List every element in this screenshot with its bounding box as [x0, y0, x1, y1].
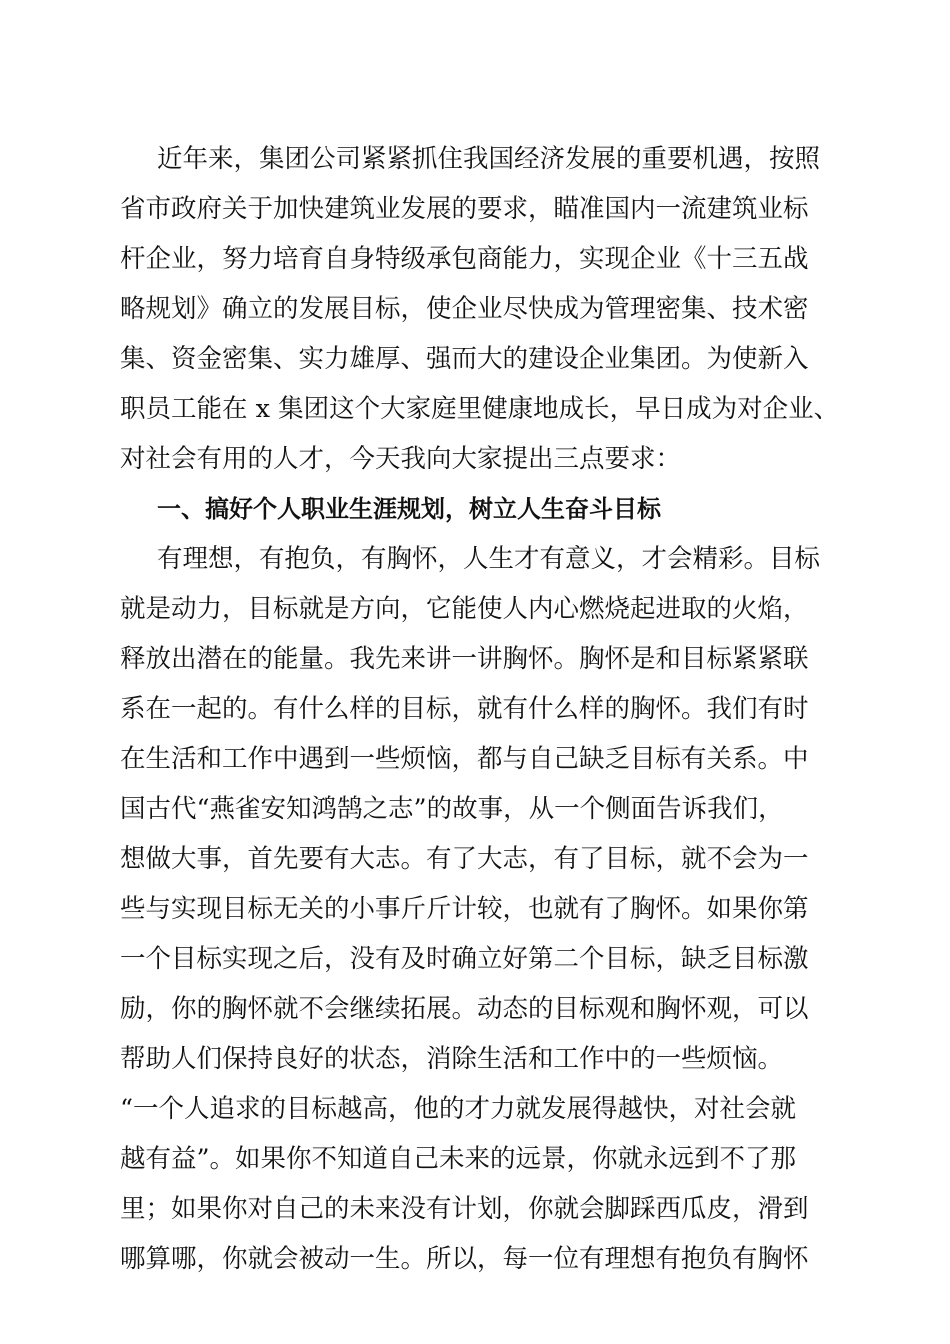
paragraph-1-line-2: 省市政府关于加快建筑业发展的要求，瞄准国内一流建筑业标	[120, 194, 809, 224]
paragraph-2-line-14: 里；如果你对自己的未来没有计划，你就会脚踩西瓜皮，滑到	[120, 1194, 809, 1224]
paragraph-2-line-13: 越有益”。如果你不知道自己未来的远景，你就永远到不了那	[120, 1144, 797, 1174]
paragraph-2-line-8: 些与实现目标无关的小事斤斤计较，也就有了胸怀。如果你第	[120, 894, 809, 924]
paragraph-2-line-5: 在生活和工作中遇到一些烦恼，都与自己缺乏目标有关系。中	[120, 744, 809, 774]
paragraph-1-line-4: 略规划》确立的发展目标，使企业尽快成为管理密集、技术密	[120, 294, 809, 324]
paragraph-2-line-15: 哪算哪，你就会被动一生。所以，每一位有理想有抱负有胸怀	[120, 1244, 809, 1274]
paragraph-1-line-1: 近年来，集团公司紧紧抓住我国经济发展的重要机遇，按照	[157, 144, 821, 174]
paragraph-1-line-3: 杆企业，努力培育自身特级承包商能力，实现企业《十三五战	[120, 244, 809, 274]
paragraph-2-line-9: 一个目标实现之后，没有及时确立好第二个目标，缺乏目标激	[120, 944, 809, 974]
paragraph-2-line-10: 励，你的胸怀就不会继续拓展。动态的目标观和胸怀观，可以	[120, 994, 809, 1024]
paragraph-2-line-7: 想做大事，首先要有大志。有了大志，有了目标，就不会为一	[120, 844, 809, 874]
paragraph-1-line-6: 职员工能在 x 集团这个大家庭里健康地成长，早日成为对企业、	[120, 394, 840, 424]
paragraph-2-line-11: 帮助人们保持良好的状态，消除生活和工作中的一些烦恼。	[120, 1044, 784, 1074]
paragraph-2-line-3: 释放出潜在的能量。我先来讲一讲胸怀。胸怀是和目标紧紧联	[120, 644, 809, 674]
paragraph-2-line-2: 就是动力，目标就是方向，它能使人内心燃烧起进取的火焰，	[120, 594, 809, 624]
paragraph-1-line-5: 集、资金密集、实力雄厚、强而大的建设企业集团。为使新入	[120, 344, 809, 374]
paragraph-2-line-1: 有理想，有抱负，有胸怀，人生才有意义，才会精彩。目标	[157, 544, 821, 574]
paragraph-2-line-6: 国古代“燕雀安知鸿鹄之志”的故事，从一个侧面告诉我们，	[120, 794, 784, 824]
paragraph-2-line-12: “一个人追求的目标越高，他的才力就发展得越快，对社会就	[120, 1094, 797, 1124]
section-heading-1: 一、搞好个人职业生涯规划，树立人生奋斗目标	[157, 495, 661, 523]
paragraph-2-line-4: 系在一起的。有什么样的目标，就有什么样的胸怀。我们有时	[120, 694, 809, 724]
paragraph-1-line-7: 对社会有用的人才，今天我向大家提出三点要求：	[120, 444, 682, 474]
